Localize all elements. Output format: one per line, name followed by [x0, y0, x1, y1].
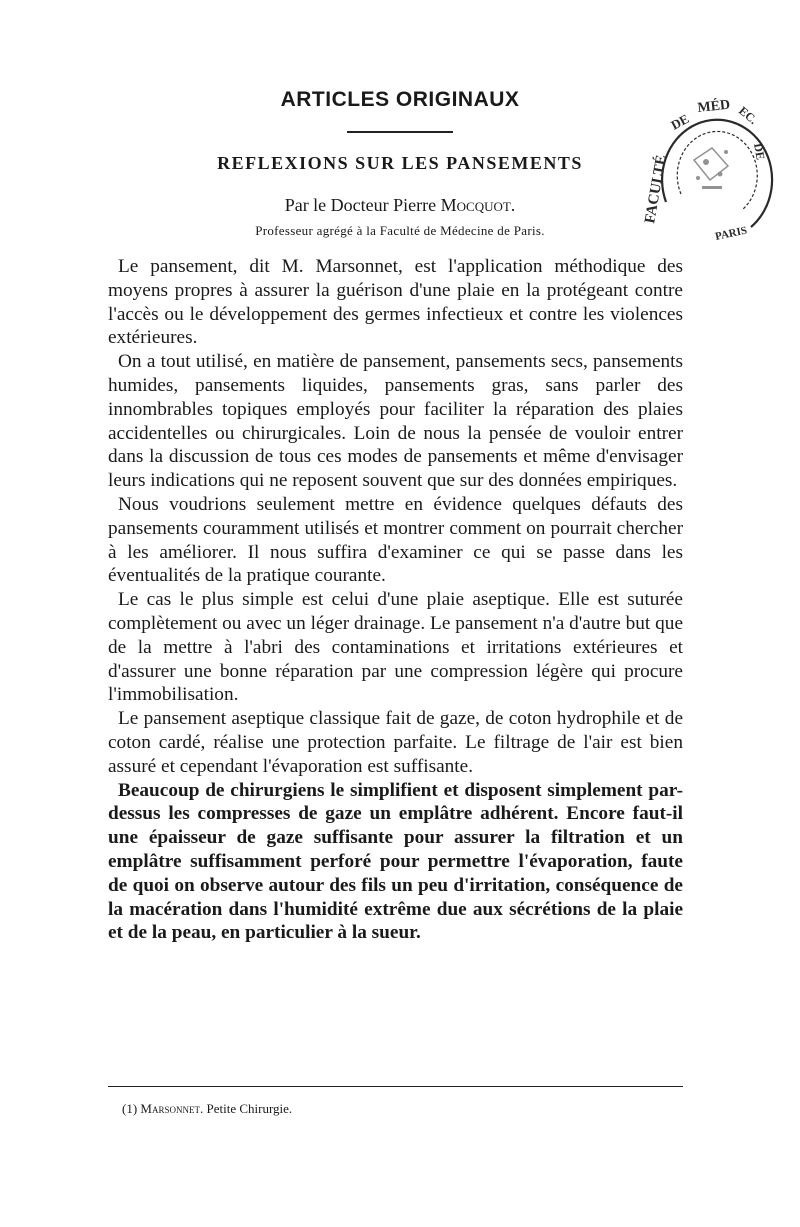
svg-text:MÉD: MÉD — [696, 97, 731, 116]
title-divider — [347, 131, 453, 133]
svg-text:EC.: EC. — [736, 103, 761, 127]
section-title: ARTICLES ORIGINAUX — [280, 88, 520, 111]
body-paragraph-3: Nous voudrions seulement mettre en évidence quelques défauts des pansements couramment utilisés et montrer comment on pourrait chercher à les améliorer. Il nous suffira d'examiner ce qui se passe dans les éventualités de la pratique courante. — [108, 493, 683, 587]
body-paragraph-1: Le pansement, dit M. Marsonnet, est l'application méthodique des moyens propres à assurer la guérison d'une plaie en la protégeant contre l'accès ou le développement des germes infectieux et contre les violences extérieures. — [108, 256, 683, 349]
article-body — [108, 255, 683, 945]
footnote-marker: (1) — [122, 1101, 141, 1116]
author-affiliation: Professeur agrégé à la Faculté de Médecine de Paris. — [255, 223, 545, 238]
library-stamp-icon — [642, 82, 768, 250]
svg-text:DE: DE — [751, 142, 768, 161]
footnote — [122, 1101, 292, 1117]
article-title: REFLEXIONS SUR LES PANSEMENTS — [217, 153, 583, 173]
footnote-divider — [108, 1086, 683, 1087]
body-paragraph-6: Beaucoup de chirurgiens le simplifient et disposent simplement par-dessus les compresses de gaze un emplâtre adhérent. Encore faut-il une épaisseur de gaze suffisante pour assurer la filtration et un emplâtre suffisamment perforé pour permettre l'évaporation, faute de quoi on observe autour des fils un peu d'irritation, conséquence de la macération dans l'humidité extrême due aux sécrétions de la plaie et de la peau, en particulier à la sueur. — [108, 779, 683, 944]
byline-prefix: Par le Docteur Pierre — [284, 195, 441, 215]
body-paragraph-5: Le pansement aseptique classique fait de gaze, de coton hydrophile et de coton cardé, réalise une protection parfaite. Le filtrage de l'air est bien assuré et cependant l'évaporation est suffisante. — [108, 708, 683, 777]
svg-text:PARIS: PARIS — [714, 224, 749, 243]
body-paragraph-4: Le cas le plus simple est celui d'une plaie aseptique. Elle est suturée complètement ou avec un léger drainage. Le pansement n'a d'autre but que de la mettre à l'abri des contaminations et irritations extérieures et d'assurer une bonne réparation par une compression légère qui procure l'immobilisation. — [108, 589, 683, 706]
svg-text:DE: DE — [668, 110, 692, 133]
footnote-title: Petite Chirurgie. — [203, 1101, 293, 1116]
byline — [170, 195, 630, 216]
svg-text:FACULTÉ: FACULTÉ — [642, 153, 670, 225]
author-name: Mocquot. — [440, 195, 516, 215]
body-paragraph-2: On a tout utilisé, en matière de pansement, pansements secs, pansements humides, pansements liquides, pansements gras, sans parler des innombrables topiques employés pour faciliter la réparation des plaies accidentelles ou chirurgicales. Loin de nous la pensée de vouloir entrer dans la discussion de tous ces modes de pansements et même d'envisager leurs indications qui ne reposent souvent que sur des données empiriques. — [108, 351, 683, 492]
footnote-author: Marsonnet. — [140, 1101, 204, 1116]
